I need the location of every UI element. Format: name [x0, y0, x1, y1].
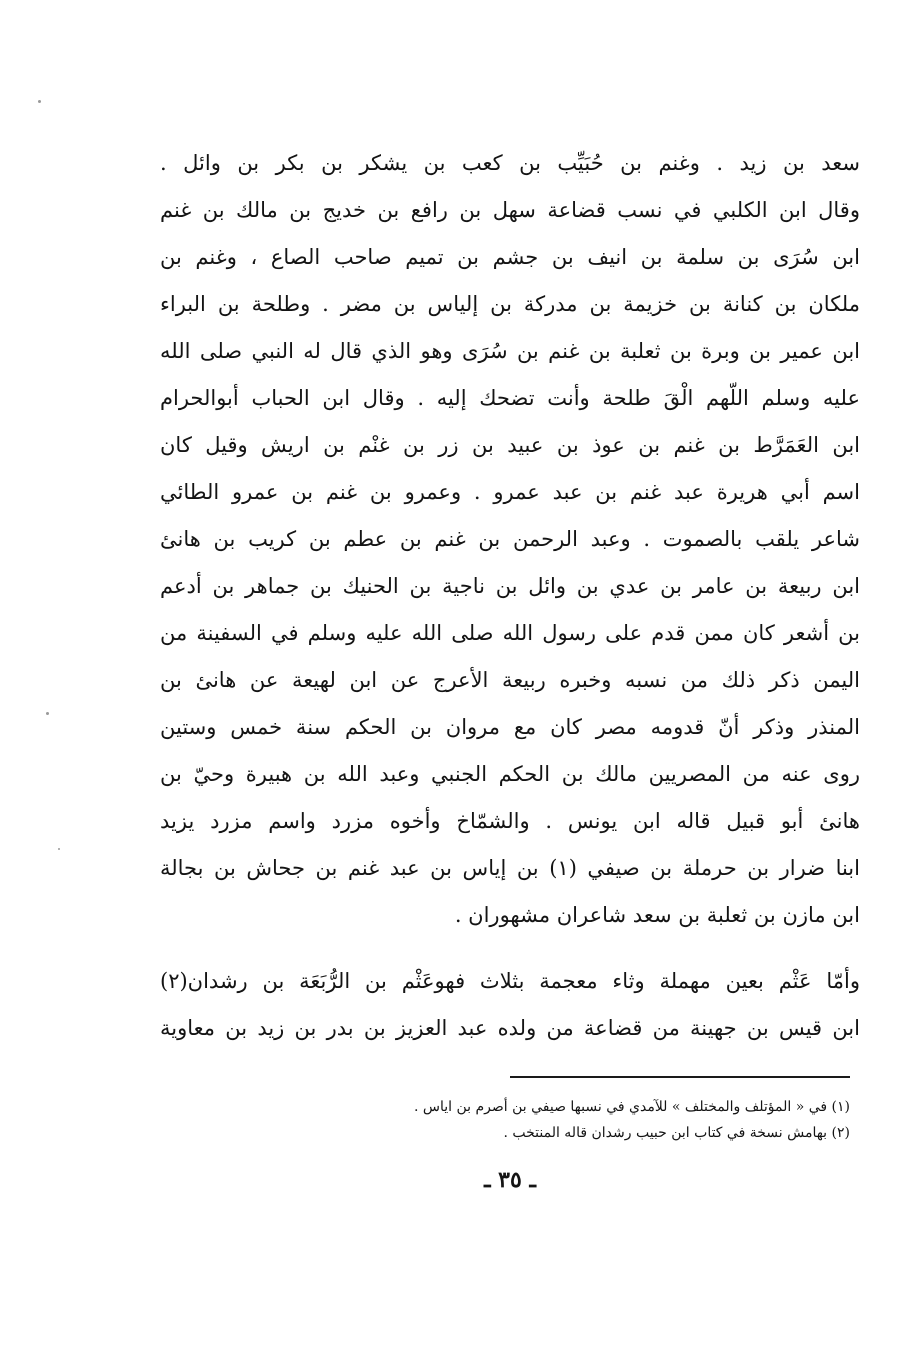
text-line: اسم أبي هريرة عبد غنم بن عبد عمرو . وعمرو بن غنم بن عمرو الطائي [160, 480, 860, 504]
footnote-1: (١) في « المؤتلف والمختلف » للآمدي في نسبها صيفي بن أصرم بن اياس . [413, 1099, 850, 1115]
text-line: ابن مازن بن ثعلبة بن سعد شاعران مشهوران . [454, 903, 860, 927]
text-line: ابن قيس بن جهينة من قضاعة من ولده عبد العزيز بن بدر بن زيد بن معاوية [160, 1016, 860, 1040]
text-line: ابن سُرَى بن سلمة بن انيف بن جشم بن تميم صاحب الصاع ، وغنم بن [160, 245, 860, 269]
text-line: روى عنه من المصريين مالك بن الحكم الجنبي وعبد الله بن هبيرة وحيّ بن [160, 762, 860, 786]
footnote-separator [510, 1076, 850, 1078]
text-line: ابن ربيعة بن عامر بن عدي بن وائل بن ناجية بن الحنيك بن جماهر بن أدعم [160, 574, 860, 598]
text-line: ابن عمير بن وبرة بن ثعلبة بن غنم بن سُرَى وهو الذي قال له النبي صلى الله [160, 339, 860, 363]
text-line: شاعر يلقب بالصموت . وعبد الرحمن بن غنم بن عطم بن كريب بن هانئ [160, 527, 860, 551]
text-line: وأمّا عَثْم بعين مهملة وثاء معجمة بثلاث فهوعَثْم بن الرُّبَعَة بن رشدان(٢) [160, 969, 860, 993]
text-line: المنذر وذكر أنّ قدومه مصر كان مع مروان بن الحكم سنة خمس وستين [160, 715, 860, 739]
text-line: سعد بن زيد . وغنم بن حُبَيِّب بن كعب بن يشكر بن بكر بن وائل . [160, 151, 860, 175]
footnote-2: (٢) بهامش نسخة في كتاب ابن حبيب رشدان قاله المنتخب . [503, 1125, 850, 1141]
scan-speck [58, 848, 60, 850]
text-line: هانئ أبو قبيل قاله ابن يونس . والشمّاخ وأخوه مزرد واسم مزرد يزيد [160, 809, 860, 833]
text-line: ملكان بن كنانة بن خزيمة بن مدركة بن إلياس بن مضر . وطلحة بن البراء [160, 292, 860, 316]
second-paragraph [160, 958, 860, 1052]
text-line: ابن العَمَرَّط بن غنم بن عوذ بن عبيد بن زر بن غنْم بن اريش وقيل كان [160, 433, 860, 457]
scan-speck [38, 100, 41, 103]
footnotes [160, 1094, 850, 1146]
scan-speck [46, 712, 49, 715]
main-paragraph [160, 140, 860, 939]
text-line: ابنا ضرار بن حرملة بن صيفي (١) بن إياس بن عبد غنم بن جحاش بن بجالة [160, 856, 860, 880]
text-line: بن أشعر كان ممن قدم على رسول الله صلى الله عليه وسلم في السفينة من [160, 621, 860, 645]
text-line: اليمن ذكر ذلك من نسبه وخبره ربيعة الأعرج عن ابن لهيعة عن هانئ بن [160, 668, 860, 692]
page-number: ـ ٣٥ ـ [484, 1167, 536, 1193]
text-line: وقال ابن الكلبي في نسب قضاعة سهل بن رافع بن خديج بن مالك بن غنم [160, 198, 860, 222]
text-line: عليه وسلم اللّهم الْقَ طلحة وأنت تضحك إليه . وقال ابن الحباب أبوالحرام [160, 386, 860, 410]
